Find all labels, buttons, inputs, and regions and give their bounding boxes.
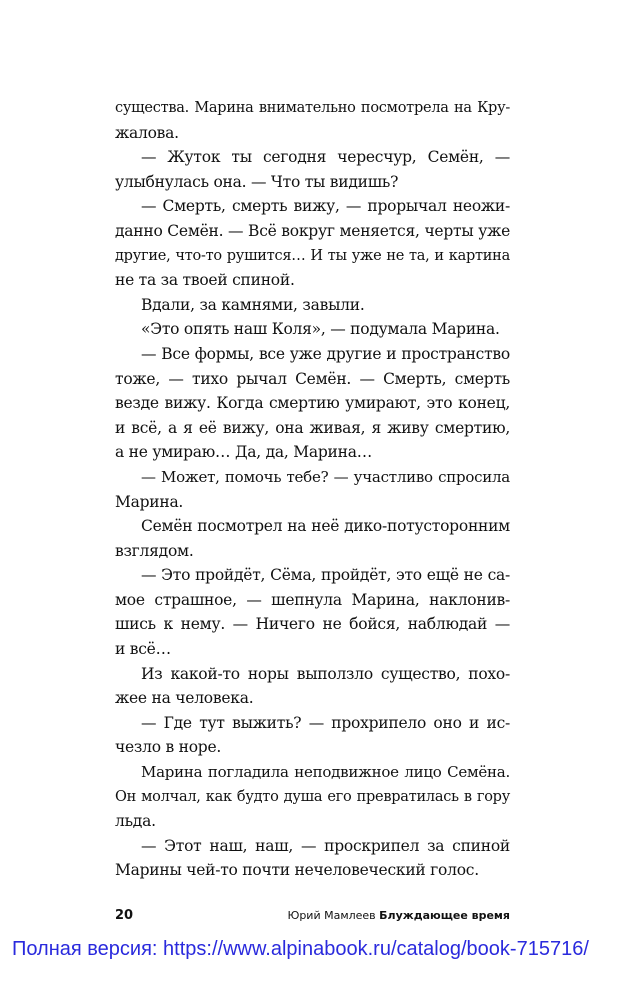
- text-line: «Это опять наш Коля», — подумала Марина.: [141, 320, 500, 339]
- text-line: чезло в норе.: [115, 738, 222, 757]
- text-line: льда.: [115, 812, 156, 831]
- text-line: — Все формы, все уже другие и пространство: [141, 344, 510, 363]
- text-line: — Этот наш, наш, — проскрипел за спиной: [141, 836, 510, 855]
- text-line: мое страшное, — шепнула Марина, наклонив-: [115, 590, 510, 609]
- text-line: Он молчал, как будто душа его превратилась в гору: [115, 788, 510, 805]
- text-line: жалова.: [115, 123, 179, 142]
- text-line: существа. Марина внимательно посмотрела на Кру-: [115, 100, 510, 116]
- text-line: и всё…: [115, 640, 171, 659]
- text-line: тоже, — тихо рычал Семён. — Смерть, смерть: [115, 369, 510, 388]
- text-line: — Это пройдёт, Сёма, пройдёт, это ещё не са-: [141, 566, 510, 585]
- text-line: а не умираю… Да, да, Марина…: [115, 443, 372, 462]
- page-footer: [115, 907, 510, 925]
- book-title: Блуждающее время: [379, 909, 510, 922]
- text-line: Семён посмотрел на неё дико-потусторонним: [141, 517, 510, 536]
- text-line: — Где тут выжить? — прохрипело оно и ис-: [141, 713, 510, 732]
- text-line: везде вижу. Когда смертию умирают, это конец,: [115, 394, 510, 413]
- page-body: [115, 96, 510, 883]
- text-line: Марина.: [115, 492, 184, 511]
- author-name: Юрий Мамлеев: [287, 909, 376, 922]
- text-line: данно Семён. — Всё вокруг меняется, черты уже: [115, 221, 510, 240]
- text-line: не та за твоей спиной.: [115, 271, 295, 290]
- text-line: улыбнулась она. — Что ты видишь?: [115, 172, 399, 191]
- text-line: — Смерть, смерть вижу, — прорычал неожи-: [141, 197, 510, 216]
- text-line: другие, что-то рушится… И ты уже не та, и картина: [115, 247, 510, 264]
- text-line: — Жуток ты сегодня чересчур, Семён, —: [141, 148, 510, 167]
- running-head: [287, 907, 510, 925]
- text-line: шись к нему. — Ничего не бойся, наблюдай —: [115, 615, 510, 634]
- text-line: Из какой-то норы выползло существо, похо-: [141, 664, 510, 683]
- text-line: и всё, а я её вижу, она живая, я живу смертию,: [115, 418, 510, 437]
- text-line: — Может, помочь тебе? — участливо спросила: [141, 467, 510, 486]
- full-version-link[interactable]: Полная версия: https://www.alpinabook.ru/catalog/book-715716/: [12, 938, 589, 960]
- text-line: Марины чей-то почти нечеловеческий голос.: [115, 861, 479, 880]
- page-number: 20: [115, 908, 134, 923]
- text-line: Вдали, за камнями, завыли.: [141, 295, 365, 314]
- text-line: Марина погладила неподвижное лицо Семёна.: [141, 763, 510, 782]
- text-line: жее на человека.: [115, 689, 254, 708]
- text-line: взглядом.: [115, 541, 194, 560]
